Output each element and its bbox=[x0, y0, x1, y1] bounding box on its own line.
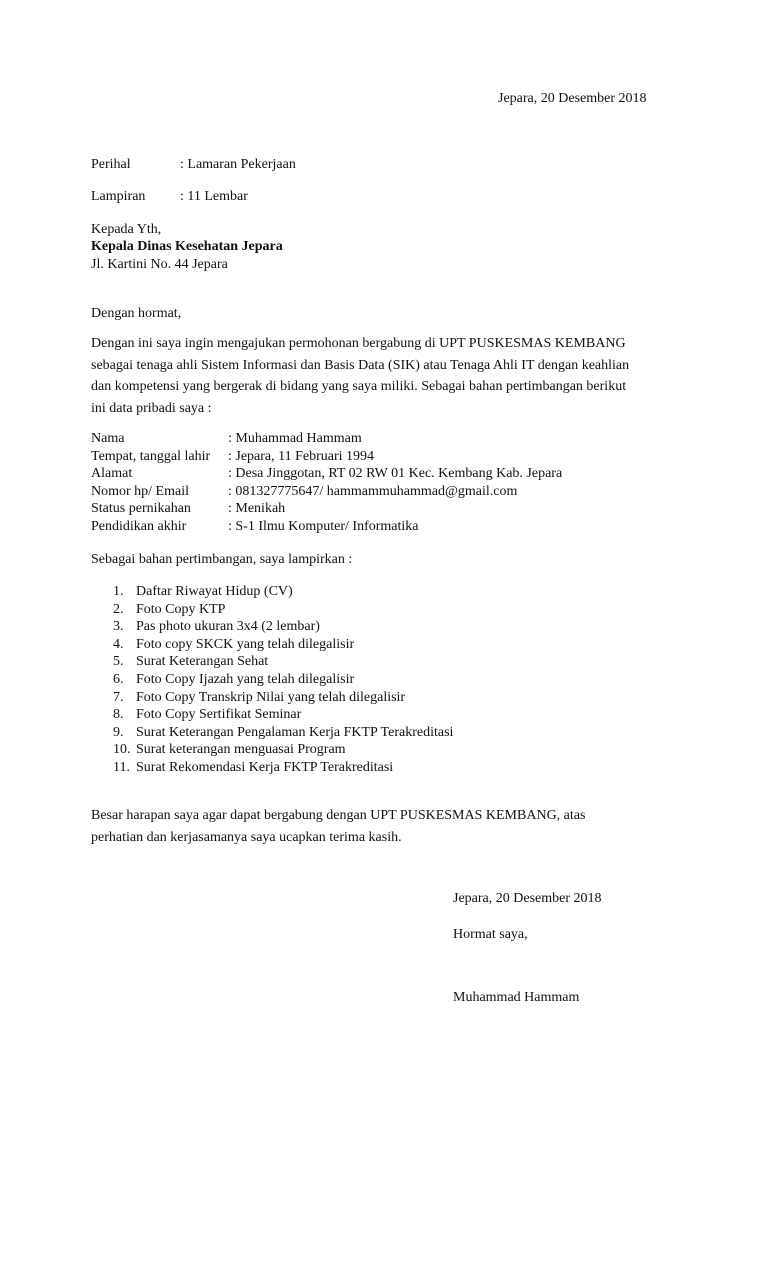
list-text: Foto copy SKCK yang telah dilegalisir bbox=[136, 636, 355, 652]
list-number: 1. bbox=[113, 584, 124, 599]
header-date: Jepara, 20 Desember 2018 bbox=[498, 91, 647, 106]
personal-row-status bbox=[91, 500, 562, 518]
personal-row-alamat bbox=[91, 465, 562, 483]
list-item bbox=[113, 671, 453, 689]
personal-label: Pendidikan akhir bbox=[91, 518, 187, 534]
signature-name: Muhammad Hammam bbox=[453, 990, 580, 1005]
personal-value: : Muhammad Hammam bbox=[228, 431, 362, 446]
intro-line: ini data pribadi saya : bbox=[91, 400, 212, 416]
list-text: Foto Copy Transkrip Nilai yang telah dilegalisir bbox=[136, 689, 406, 705]
list-number: 8. bbox=[113, 707, 124, 723]
personal-value: : 081327775647/ hammammuhammad@gmail.com bbox=[228, 483, 518, 499]
list-item bbox=[113, 636, 453, 654]
list-item bbox=[113, 706, 453, 724]
list-text: Foto Copy KTP bbox=[136, 601, 226, 617]
personal-row-kontak bbox=[91, 483, 562, 501]
lampiran-value: : 11 Lembar bbox=[180, 189, 248, 204]
list-text: Foto Copy Sertifikat Seminar bbox=[136, 707, 302, 723]
list-item bbox=[113, 759, 453, 777]
personal-value: : Menikah bbox=[228, 501, 286, 516]
list-number: 3. bbox=[113, 619, 124, 635]
list-item bbox=[113, 689, 453, 707]
list-text: Daftar Riwayat Hidup (CV) bbox=[136, 584, 293, 599]
attachments-list bbox=[113, 583, 453, 777]
intro-paragraph bbox=[91, 333, 681, 419]
personal-row-nama bbox=[91, 430, 562, 448]
list-number: 10. bbox=[113, 742, 131, 758]
personal-label: Tempat, tanggal lahir bbox=[91, 448, 211, 464]
list-number: 5. bbox=[113, 654, 124, 670]
list-number: 11. bbox=[113, 759, 130, 775]
list-item bbox=[113, 724, 453, 742]
perihal-label: Perihal bbox=[91, 157, 131, 172]
intro-line: sebagai tenaga ahli Sistem Informasi dan Basis Data (SIK) atau Tenaga Ahli IT dengan keahlian bbox=[91, 357, 630, 373]
intro-line: dan kompetensi yang bergerak di bidang yang saya miliki. Sebagai bahan pertimbangan berikut bbox=[91, 379, 627, 394]
recipient-name: Kepala Dinas Kesehatan Jepara bbox=[91, 239, 283, 254]
list-text: Surat Rekomendasi Kerja FKTP Terakreditasi bbox=[136, 759, 394, 775]
list-item bbox=[113, 618, 453, 636]
personal-value: : Jepara, 11 Februari 1994 bbox=[228, 448, 375, 464]
personal-value: : S-1 Ilmu Komputer/ Informatika bbox=[228, 518, 419, 534]
list-number: 9. bbox=[113, 724, 124, 740]
perihal-value: : Lamaran Pekerjaan bbox=[180, 157, 296, 172]
personal-value: : Desa Jinggotan, RT 02 RW 01 Kec. Kembang Kab. Jepara bbox=[228, 466, 563, 481]
personal-label: Nomor hp/ Email bbox=[91, 483, 189, 499]
intro-line: Dengan ini saya ingin mengajukan permohonan bergabung di UPT PUSKESMAS KEMBANG bbox=[91, 336, 626, 351]
recipient-address: Jl. Kartini No. 44 Jepara bbox=[91, 257, 228, 272]
list-text: Pas photo ukuran 3x4 (2 lembar) bbox=[136, 619, 320, 635]
list-number: 6. bbox=[113, 671, 124, 687]
closing-paragraph bbox=[91, 805, 681, 848]
closing-line: perhatian dan kerjasamanya saya ucapkan terima kasih. bbox=[91, 829, 402, 845]
list-item bbox=[113, 601, 453, 619]
list-number: 7. bbox=[113, 689, 124, 705]
list-item bbox=[113, 583, 453, 601]
personal-data bbox=[91, 430, 562, 535]
recipient-greeting: Kepada Yth, bbox=[91, 222, 162, 237]
list-text: Surat keterangan menguasai Program bbox=[136, 742, 346, 758]
personal-label: Nama bbox=[91, 431, 125, 446]
list-item bbox=[113, 741, 453, 759]
list-number: 2. bbox=[113, 601, 124, 617]
signature-date: Jepara, 20 Desember 2018 bbox=[453, 891, 602, 906]
signature-regards: Hormat saya, bbox=[453, 927, 528, 942]
closing-line: Besar harapan saya agar dapat bergabung dengan UPT PUSKESMAS KEMBANG, atas bbox=[91, 808, 586, 823]
personal-label: Alamat bbox=[91, 466, 133, 481]
list-number: 4. bbox=[113, 636, 124, 652]
personal-row-pendidikan bbox=[91, 518, 562, 536]
list-text: Surat Keterangan Pengalaman Kerja FKTP Terakreditasi bbox=[136, 724, 454, 740]
attachments-intro: Sebagai bahan pertimbangan, saya lampirkan : bbox=[91, 552, 353, 567]
personal-row-ttl bbox=[91, 448, 562, 466]
personal-label: Status pernikahan bbox=[91, 501, 191, 516]
lampiran-label: Lampiran bbox=[91, 189, 146, 204]
salutation: Dengan hormat, bbox=[91, 306, 182, 321]
list-item bbox=[113, 653, 453, 671]
list-text: Foto Copy Ijazah yang telah dilegalisir bbox=[136, 671, 355, 687]
list-text: Surat Keterangan Sehat bbox=[136, 654, 269, 670]
